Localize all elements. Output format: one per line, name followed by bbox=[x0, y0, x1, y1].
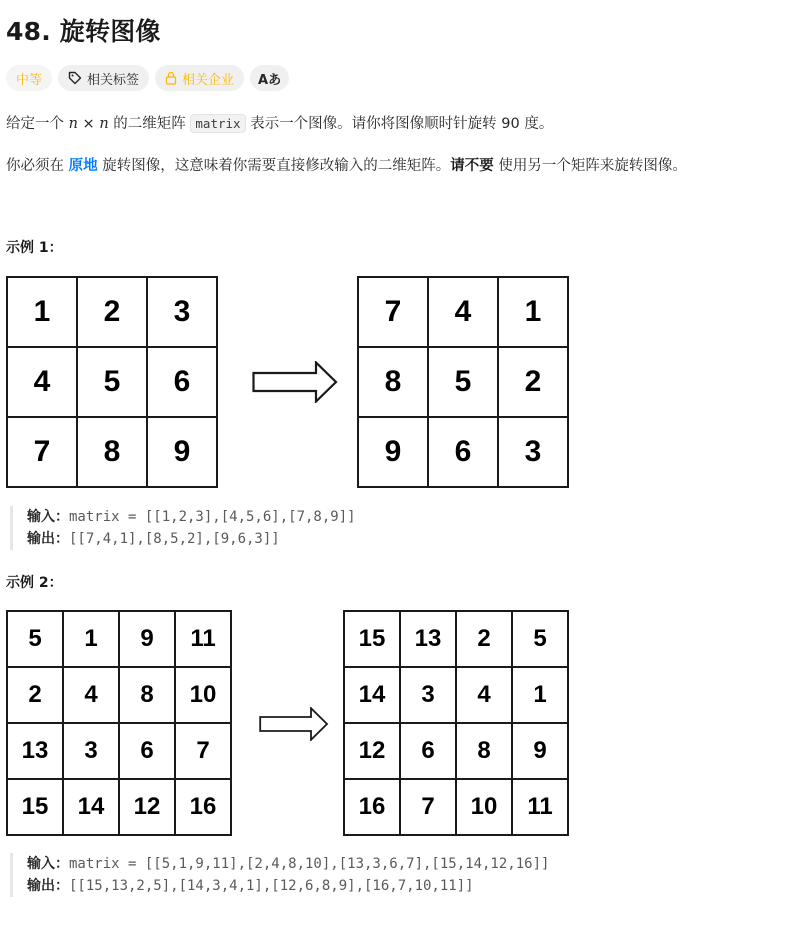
matrix-cell: 8 bbox=[457, 724, 513, 780]
example-1-title: 示例 1： bbox=[6, 240, 63, 256]
matrix-code: matrix bbox=[190, 114, 245, 133]
matrix-cell: 5 bbox=[429, 348, 499, 418]
matrix-cell: 4 bbox=[64, 668, 120, 724]
example-1-io bbox=[10, 506, 356, 550]
font-toggle-button[interactable]: Aあ bbox=[250, 65, 289, 91]
matrix-cell: 3 bbox=[401, 668, 457, 724]
matrix-cell: 2 bbox=[8, 668, 64, 724]
matrix-cell: 6 bbox=[401, 724, 457, 780]
matrix-cell: 14 bbox=[345, 668, 401, 724]
related-tags-button[interactable] bbox=[58, 65, 149, 91]
matrix-cell: 3 bbox=[499, 418, 569, 488]
matrix-cell: 15 bbox=[8, 780, 64, 836]
matrix-cell: 7 bbox=[8, 418, 78, 488]
matrix-cell: 3 bbox=[64, 724, 120, 780]
matrix-cell: 8 bbox=[78, 418, 148, 488]
matrix-cell: 16 bbox=[345, 780, 401, 836]
matrix-cell: 7 bbox=[176, 724, 232, 780]
matrix-cell: 9 bbox=[513, 724, 569, 780]
matrix-cell: 7 bbox=[359, 278, 429, 348]
matrix-cell: 1 bbox=[499, 278, 569, 348]
example-1-input-matrix bbox=[6, 276, 218, 488]
matrix-cell: 5 bbox=[8, 612, 64, 668]
example-2-output-line: 输出：[[15,13,2,5],[14,3,4,1],[12,6,8,9],[16,7,10,11]] bbox=[27, 878, 474, 894]
matrix-cell: 11 bbox=[513, 780, 569, 836]
matrix-cell: 16 bbox=[176, 780, 232, 836]
related-companies-label: 相关企业 bbox=[182, 72, 235, 88]
matrix-cell: 2 bbox=[457, 612, 513, 668]
related-companies-button[interactable] bbox=[155, 65, 244, 91]
example-2-io bbox=[10, 853, 549, 897]
example-2-input-matrix bbox=[6, 610, 232, 836]
matrix-cell: 9 bbox=[120, 612, 176, 668]
matrix-cell: 7 bbox=[401, 780, 457, 836]
difficulty-badge[interactable]: 中等 bbox=[6, 65, 52, 91]
matrix-cell: 8 bbox=[359, 348, 429, 418]
matrix-cell: 1 bbox=[8, 278, 78, 348]
right-arrow-icon bbox=[259, 707, 329, 741]
matrix-cell: 6 bbox=[120, 724, 176, 780]
matrix-cell: 10 bbox=[457, 780, 513, 836]
matrix-cell: 6 bbox=[429, 418, 499, 488]
matrix-cell: 9 bbox=[359, 418, 429, 488]
related-tags-label: 相关标签 bbox=[87, 72, 140, 88]
matrix-cell: 13 bbox=[401, 612, 457, 668]
matrix-cell: 5 bbox=[513, 612, 569, 668]
example-1-output-line: 输出：[[7,4,1],[8,5,2],[9,6,3]] bbox=[27, 531, 280, 547]
example-2-title: 示例 2： bbox=[6, 575, 63, 591]
matrix-cell: 1 bbox=[64, 612, 120, 668]
matrix-cell: 3 bbox=[148, 278, 218, 348]
description-paragraph-1: 给定一个 n × n 的二维矩阵 matrix 表示一个图像。请你将图像顺时针旋转 90 度。 bbox=[6, 116, 554, 132]
matrix-cell: 12 bbox=[345, 724, 401, 780]
matrix-cell: 4 bbox=[457, 668, 513, 724]
matrix-cell: 5 bbox=[78, 348, 148, 418]
matrix-cell: 10 bbox=[176, 668, 232, 724]
matrix-cell: 8 bbox=[120, 668, 176, 724]
example-1-output-matrix bbox=[357, 276, 569, 488]
lock-icon bbox=[165, 71, 177, 85]
tags-row bbox=[6, 65, 289, 91]
matrix-cell: 14 bbox=[64, 780, 120, 836]
matrix-cell: 12 bbox=[120, 780, 176, 836]
tag-icon bbox=[68, 71, 82, 85]
matrix-cell: 2 bbox=[499, 348, 569, 418]
matrix-cell: 4 bbox=[8, 348, 78, 418]
matrix-cell: 2 bbox=[78, 278, 148, 348]
matrix-cell: 13 bbox=[8, 724, 64, 780]
matrix-cell: 4 bbox=[429, 278, 499, 348]
example-1-input-line: 输入：matrix = [[1,2,3],[4,5,6],[7,8,9]] bbox=[27, 509, 356, 525]
in-place-link[interactable]: 原地 bbox=[68, 158, 98, 174]
example-2-output-matrix bbox=[343, 610, 569, 836]
matrix-cell: 15 bbox=[345, 612, 401, 668]
example-2-input-line: 输入：matrix = [[5,1,9,11],[2,4,8,10],[13,3,6,7],[15,14,12,16]] bbox=[27, 856, 550, 872]
right-arrow-icon bbox=[252, 361, 338, 403]
matrix-cell: 11 bbox=[176, 612, 232, 668]
matrix-cell: 1 bbox=[513, 668, 569, 724]
problem-title: 48. 旋转图像 bbox=[6, 17, 161, 46]
matrix-cell: 6 bbox=[148, 348, 218, 418]
matrix-cell: 9 bbox=[148, 418, 218, 488]
description-paragraph-2: 你必须在 原地 旋转图像，这意味着你需要直接修改输入的二维矩阵。请不要 使用另一个矩阵来旋转图像。 bbox=[6, 158, 687, 174]
